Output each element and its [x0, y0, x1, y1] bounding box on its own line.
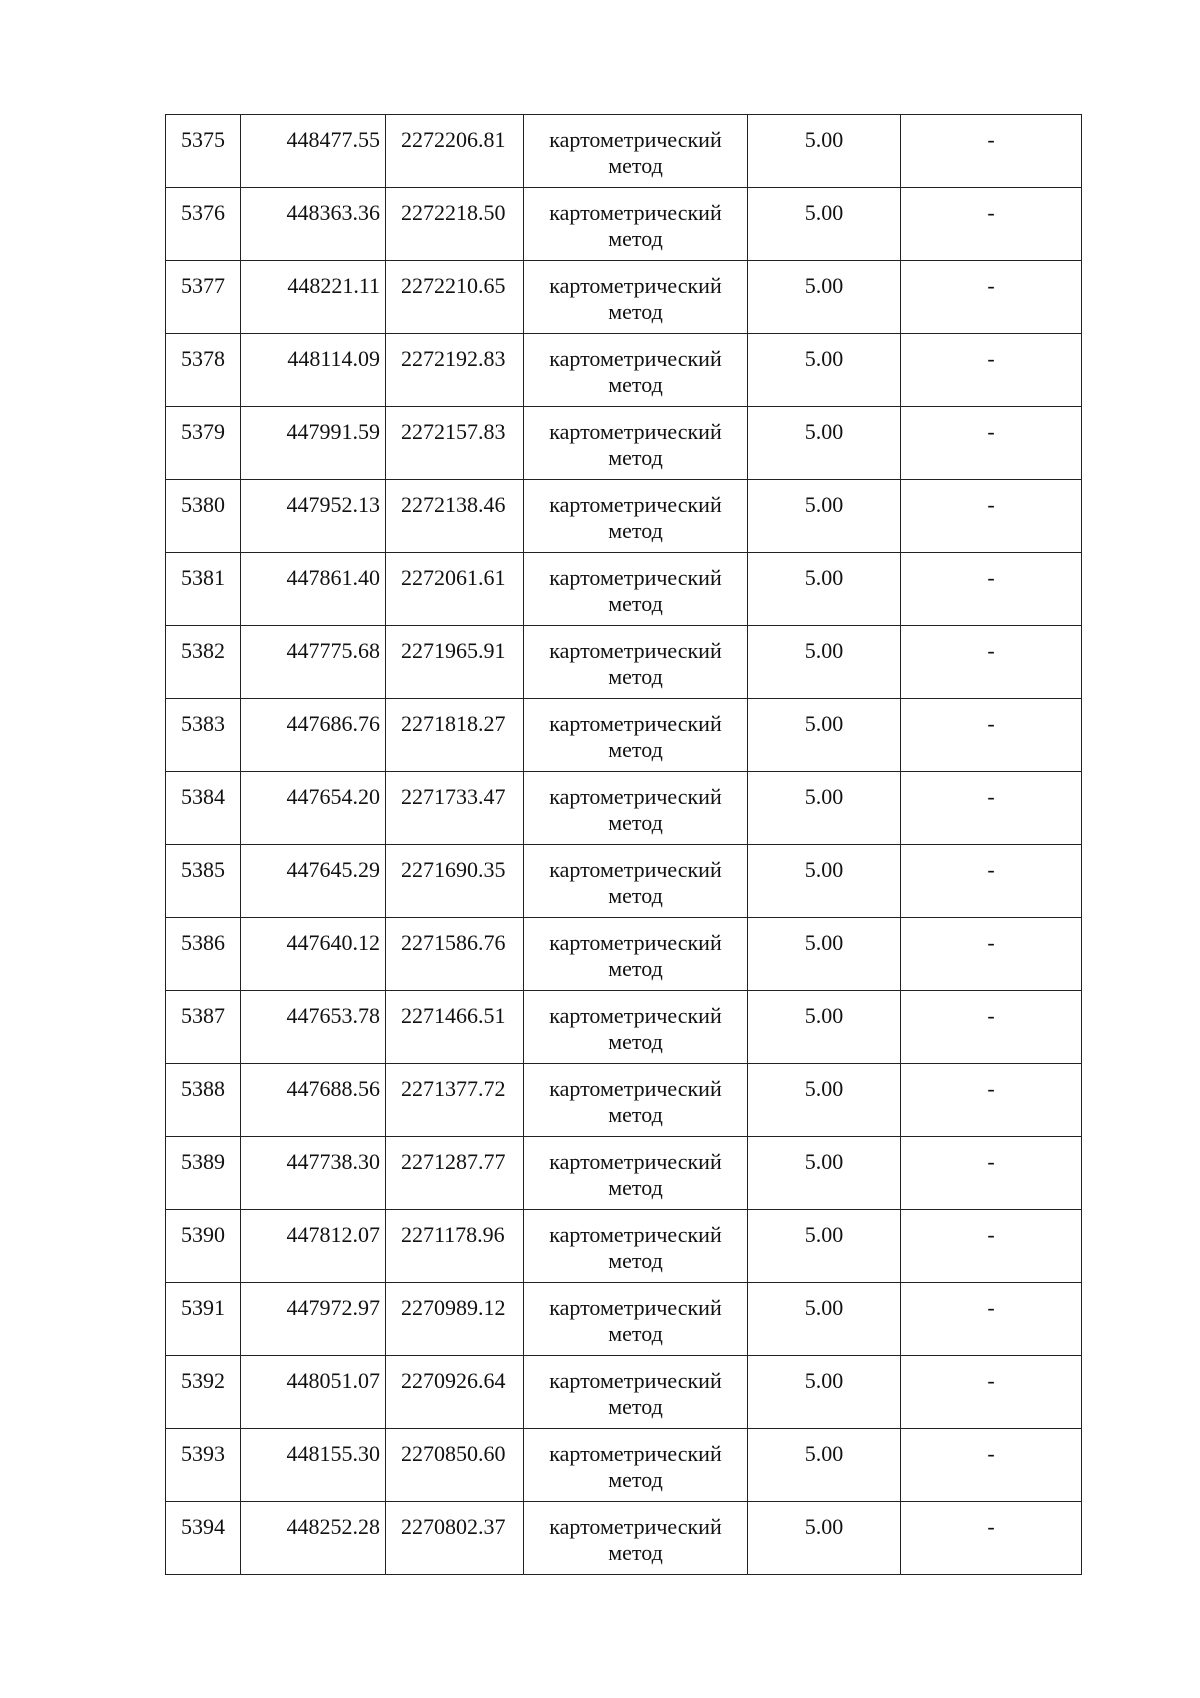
note-cell	[901, 1356, 1082, 1429]
y-coordinate-cell-text: 2272192.83	[401, 346, 506, 371]
method-cell	[524, 188, 748, 261]
accuracy-cell	[748, 334, 901, 407]
point-number-cell-text: 5389	[181, 1149, 225, 1174]
table-row	[166, 480, 1082, 553]
x-coordinate-cell-text: 447653.78	[286, 1003, 380, 1028]
point-number-cell	[166, 626, 241, 699]
note-cell	[901, 1137, 1082, 1210]
point-number-cell	[166, 1502, 241, 1575]
table-row	[166, 1356, 1082, 1429]
point-number-cell	[166, 845, 241, 918]
x-coordinate-cell-text: 447991.59	[286, 419, 380, 444]
y-coordinate-cell	[386, 699, 524, 772]
method-cell-text: картометрический метод	[549, 565, 722, 616]
accuracy-cell-text: 5.00	[804, 1149, 844, 1174]
method-cell	[524, 772, 748, 845]
note-cell	[901, 188, 1082, 261]
note-cell-text: -	[987, 127, 995, 152]
note-cell	[901, 480, 1082, 553]
method-cell-text: картометрический метод	[549, 638, 722, 689]
accuracy-cell-text: 5.00	[804, 200, 844, 225]
point-number-cell	[166, 480, 241, 553]
accuracy-cell-text: 5.00	[804, 1076, 844, 1101]
accuracy-cell	[748, 1356, 901, 1429]
point-number-cell-text: 5387	[181, 1003, 225, 1028]
accuracy-cell-text: 5.00	[804, 1003, 844, 1028]
note-cell	[901, 553, 1082, 626]
y-coordinate-cell-text: 2271586.76	[401, 930, 506, 955]
x-coordinate-cell-text: 448114.09	[287, 346, 380, 371]
method-cell-text: картометрический метод	[549, 1076, 722, 1127]
point-number-cell-text: 5383	[181, 711, 225, 736]
point-number-cell-text: 5375	[181, 127, 225, 152]
point-number-cell-text: 5393	[181, 1441, 225, 1466]
table-row	[166, 407, 1082, 480]
x-coordinate-cell	[241, 1429, 386, 1502]
accuracy-cell-text: 5.00	[804, 565, 844, 590]
accuracy-cell	[748, 115, 901, 188]
note-cell-text: -	[987, 419, 995, 444]
method-cell-text: картометрический метод	[549, 127, 722, 178]
x-coordinate-cell-text: 447688.56	[286, 1076, 380, 1101]
point-number-cell-text: 5385	[181, 857, 225, 882]
table-row	[166, 626, 1082, 699]
accuracy-cell-text: 5.00	[804, 419, 844, 444]
note-cell-text: -	[987, 565, 995, 590]
accuracy-cell-text: 5.00	[804, 1222, 844, 1247]
note-cell	[901, 334, 1082, 407]
x-coordinate-cell	[241, 1064, 386, 1137]
x-coordinate-cell-text: 448051.07	[286, 1368, 380, 1393]
point-number-cell	[166, 699, 241, 772]
y-coordinate-cell-text: 2271377.72	[401, 1076, 506, 1101]
table-row	[166, 845, 1082, 918]
y-coordinate-cell	[386, 1356, 524, 1429]
y-coordinate-cell-text: 2272061.61	[401, 565, 506, 590]
method-cell-text: картометрический метод	[549, 857, 722, 908]
method-cell-text: картометрический метод	[549, 200, 722, 251]
x-coordinate-cell	[241, 334, 386, 407]
table-row	[166, 918, 1082, 991]
accuracy-cell	[748, 1429, 901, 1502]
accuracy-cell	[748, 1137, 901, 1210]
method-cell	[524, 480, 748, 553]
note-cell	[901, 699, 1082, 772]
method-cell-text: картометрический метод	[549, 273, 722, 324]
point-number-cell-text: 5392	[181, 1368, 225, 1393]
y-coordinate-cell-text: 2272138.46	[401, 492, 506, 517]
table-row	[166, 553, 1082, 626]
note-cell	[901, 261, 1082, 334]
x-coordinate-cell	[241, 553, 386, 626]
point-number-cell	[166, 1283, 241, 1356]
method-cell	[524, 626, 748, 699]
method-cell-text: картометрический метод	[549, 1368, 722, 1419]
accuracy-cell-text: 5.00	[804, 857, 844, 882]
x-coordinate-cell	[241, 188, 386, 261]
y-coordinate-cell	[386, 334, 524, 407]
point-number-cell-text: 5380	[181, 492, 225, 517]
note-cell-text: -	[987, 200, 995, 225]
accuracy-cell	[748, 480, 901, 553]
y-coordinate-cell	[386, 772, 524, 845]
accuracy-cell	[748, 407, 901, 480]
table-row	[166, 188, 1082, 261]
method-cell	[524, 407, 748, 480]
accuracy-cell	[748, 845, 901, 918]
x-coordinate-cell-text: 447861.40	[286, 565, 380, 590]
method-cell	[524, 918, 748, 991]
table-row	[166, 261, 1082, 334]
point-number-cell	[166, 1429, 241, 1502]
point-number-cell	[166, 1210, 241, 1283]
accuracy-cell-text: 5.00	[804, 1295, 844, 1320]
point-number-cell	[166, 115, 241, 188]
y-coordinate-cell-text: 2271690.35	[401, 857, 506, 882]
note-cell	[901, 1429, 1082, 1502]
method-cell-text: картометрический метод	[549, 346, 722, 397]
note-cell-text: -	[987, 784, 995, 809]
accuracy-cell	[748, 188, 901, 261]
accuracy-cell-text: 5.00	[804, 930, 844, 955]
point-number-cell	[166, 407, 241, 480]
x-coordinate-cell-text: 448155.30	[286, 1441, 380, 1466]
accuracy-cell-text: 5.00	[804, 127, 844, 152]
accuracy-cell	[748, 553, 901, 626]
point-number-cell-text: 5379	[181, 419, 225, 444]
accuracy-cell-text: 5.00	[804, 711, 844, 736]
accuracy-cell	[748, 772, 901, 845]
y-coordinate-cell	[386, 115, 524, 188]
point-number-cell-text: 5377	[181, 273, 225, 298]
y-coordinate-cell	[386, 1137, 524, 1210]
x-coordinate-cell-text: 447812.07	[286, 1222, 380, 1247]
table-row	[166, 1283, 1082, 1356]
method-cell-text: картометрический метод	[549, 1149, 722, 1200]
method-cell-text: картометрический метод	[549, 1222, 722, 1273]
method-cell	[524, 1137, 748, 1210]
accuracy-cell-text: 5.00	[804, 784, 844, 809]
x-coordinate-cell-text: 447654.20	[286, 784, 380, 809]
point-number-cell-text: 5388	[181, 1076, 225, 1101]
table-row	[166, 1064, 1082, 1137]
method-cell	[524, 1283, 748, 1356]
x-coordinate-cell	[241, 1210, 386, 1283]
note-cell-text: -	[987, 711, 995, 736]
y-coordinate-cell-text: 2271733.47	[401, 784, 506, 809]
note-cell-text: -	[987, 1514, 995, 1539]
method-cell-text: картометрический метод	[549, 1441, 722, 1492]
point-number-cell	[166, 261, 241, 334]
y-coordinate-cell	[386, 553, 524, 626]
x-coordinate-cell-text: 448252.28	[286, 1514, 380, 1539]
y-coordinate-cell	[386, 1429, 524, 1502]
x-coordinate-cell	[241, 407, 386, 480]
x-coordinate-cell-text: 447972.97	[286, 1295, 380, 1320]
method-cell	[524, 261, 748, 334]
y-coordinate-cell-text: 2270850.60	[401, 1441, 506, 1466]
y-coordinate-cell-text: 2271965.91	[401, 638, 506, 663]
accuracy-cell	[748, 1210, 901, 1283]
note-cell	[901, 626, 1082, 699]
point-number-cell	[166, 991, 241, 1064]
x-coordinate-cell	[241, 699, 386, 772]
note-cell-text: -	[987, 638, 995, 663]
y-coordinate-cell-text: 2271287.77	[401, 1149, 506, 1174]
x-coordinate-cell-text: 447738.30	[286, 1149, 380, 1174]
method-cell	[524, 699, 748, 772]
accuracy-cell-text: 5.00	[804, 273, 844, 298]
accuracy-cell	[748, 991, 901, 1064]
note-cell	[901, 845, 1082, 918]
point-number-cell-text: 5376	[181, 200, 225, 225]
point-number-cell-text: 5382	[181, 638, 225, 663]
accuracy-cell-text: 5.00	[804, 346, 844, 371]
x-coordinate-cell	[241, 261, 386, 334]
y-coordinate-cell	[386, 1064, 524, 1137]
method-cell-text: картометрический метод	[549, 711, 722, 762]
y-coordinate-cell-text: 2272157.83	[401, 419, 506, 444]
method-cell	[524, 553, 748, 626]
y-coordinate-cell-text: 2270926.64	[401, 1368, 506, 1393]
note-cell-text: -	[987, 1076, 995, 1101]
y-coordinate-cell-text: 2270802.37	[401, 1514, 506, 1539]
table-body	[166, 115, 1082, 1575]
x-coordinate-cell	[241, 1502, 386, 1575]
point-number-cell-text: 5378	[181, 346, 225, 371]
x-coordinate-cell-text: 447686.76	[286, 711, 380, 736]
point-number-cell-text: 5394	[181, 1514, 225, 1539]
x-coordinate-cell	[241, 918, 386, 991]
note-cell	[901, 1502, 1082, 1575]
note-cell-text: -	[987, 930, 995, 955]
x-coordinate-cell	[241, 1283, 386, 1356]
x-coordinate-cell	[241, 845, 386, 918]
method-cell-text: картометрический метод	[549, 1295, 722, 1346]
method-cell	[524, 991, 748, 1064]
y-coordinate-cell-text: 2271178.96	[401, 1222, 505, 1247]
method-cell	[524, 1064, 748, 1137]
x-coordinate-cell	[241, 772, 386, 845]
method-cell-text: картометрический метод	[549, 419, 722, 470]
point-number-cell	[166, 1064, 241, 1137]
table-row	[166, 699, 1082, 772]
note-cell	[901, 1064, 1082, 1137]
x-coordinate-cell-text: 447952.13	[286, 492, 380, 517]
accuracy-cell-text: 5.00	[804, 1368, 844, 1393]
note-cell	[901, 772, 1082, 845]
y-coordinate-cell	[386, 845, 524, 918]
point-number-cell	[166, 772, 241, 845]
y-coordinate-cell	[386, 1502, 524, 1575]
y-coordinate-cell-text: 2270989.12	[401, 1295, 506, 1320]
accuracy-cell	[748, 699, 901, 772]
method-cell	[524, 115, 748, 188]
method-cell-text: картометрический метод	[549, 930, 722, 981]
table-row	[166, 115, 1082, 188]
y-coordinate-cell-text: 2271466.51	[401, 1003, 506, 1028]
y-coordinate-cell	[386, 1210, 524, 1283]
method-cell-text: картометрический метод	[549, 492, 722, 543]
point-number-cell-text: 5384	[181, 784, 225, 809]
x-coordinate-cell-text: 447645.29	[286, 857, 380, 882]
x-coordinate-cell	[241, 1137, 386, 1210]
y-coordinate-cell-text: 2271818.27	[401, 711, 506, 736]
point-number-cell-text: 5391	[181, 1295, 225, 1320]
y-coordinate-cell	[386, 188, 524, 261]
method-cell-text: картометрический метод	[549, 1514, 722, 1565]
y-coordinate-cell-text: 2272218.50	[401, 200, 506, 225]
accuracy-cell	[748, 1064, 901, 1137]
note-cell	[901, 115, 1082, 188]
x-coordinate-cell-text: 448221.11	[287, 273, 380, 298]
method-cell	[524, 845, 748, 918]
accuracy-cell	[748, 626, 901, 699]
point-number-cell	[166, 188, 241, 261]
note-cell-text: -	[987, 1295, 995, 1320]
accuracy-cell-text: 5.00	[804, 492, 844, 517]
note-cell	[901, 1210, 1082, 1283]
method-cell-text: картометрический метод	[549, 784, 722, 835]
point-number-cell-text: 5390	[181, 1222, 225, 1247]
x-coordinate-cell	[241, 115, 386, 188]
note-cell	[901, 1283, 1082, 1356]
note-cell-text: -	[987, 346, 995, 371]
note-cell-text: -	[987, 1441, 995, 1466]
table-row	[166, 334, 1082, 407]
y-coordinate-cell	[386, 918, 524, 991]
point-number-cell-text: 5381	[181, 565, 225, 590]
method-cell	[524, 1210, 748, 1283]
method-cell	[524, 1356, 748, 1429]
y-coordinate-cell	[386, 480, 524, 553]
coordinates-table	[165, 114, 1082, 1575]
point-number-cell	[166, 1137, 241, 1210]
x-coordinate-cell	[241, 480, 386, 553]
note-cell-text: -	[987, 1003, 995, 1028]
y-coordinate-cell-text: 2272210.65	[401, 273, 506, 298]
table-row	[166, 991, 1082, 1064]
x-coordinate-cell	[241, 1356, 386, 1429]
note-cell	[901, 407, 1082, 480]
note-cell-text: -	[987, 857, 995, 882]
method-cell	[524, 334, 748, 407]
method-cell-text: картометрический метод	[549, 1003, 722, 1054]
y-coordinate-cell-text: 2272206.81	[401, 127, 506, 152]
y-coordinate-cell	[386, 407, 524, 480]
point-number-cell	[166, 1356, 241, 1429]
accuracy-cell-text: 5.00	[804, 1441, 844, 1466]
note-cell	[901, 918, 1082, 991]
accuracy-cell	[748, 1283, 901, 1356]
accuracy-cell	[748, 1502, 901, 1575]
table-row	[166, 1502, 1082, 1575]
x-coordinate-cell	[241, 991, 386, 1064]
accuracy-cell	[748, 918, 901, 991]
point-number-cell-text: 5386	[181, 930, 225, 955]
x-coordinate-cell-text: 448363.36	[286, 200, 380, 225]
table-row	[166, 1137, 1082, 1210]
table-row	[166, 1429, 1082, 1502]
point-number-cell	[166, 918, 241, 991]
note-cell-text: -	[987, 273, 995, 298]
note-cell-text: -	[987, 1222, 995, 1247]
point-number-cell	[166, 553, 241, 626]
accuracy-cell-text: 5.00	[804, 638, 844, 663]
accuracy-cell	[748, 261, 901, 334]
note-cell-text: -	[987, 1149, 995, 1174]
x-coordinate-cell-text: 447775.68	[286, 638, 380, 663]
accuracy-cell-text: 5.00	[804, 1514, 844, 1539]
y-coordinate-cell	[386, 991, 524, 1064]
point-number-cell	[166, 334, 241, 407]
y-coordinate-cell	[386, 261, 524, 334]
y-coordinate-cell	[386, 1283, 524, 1356]
note-cell	[901, 991, 1082, 1064]
y-coordinate-cell	[386, 626, 524, 699]
note-cell-text: -	[987, 1368, 995, 1393]
method-cell	[524, 1429, 748, 1502]
note-cell-text: -	[987, 492, 995, 517]
table-row	[166, 1210, 1082, 1283]
x-coordinate-cell-text: 448477.55	[286, 127, 380, 152]
method-cell	[524, 1502, 748, 1575]
x-coordinate-cell	[241, 626, 386, 699]
table-row	[166, 772, 1082, 845]
x-coordinate-cell-text: 447640.12	[286, 930, 380, 955]
